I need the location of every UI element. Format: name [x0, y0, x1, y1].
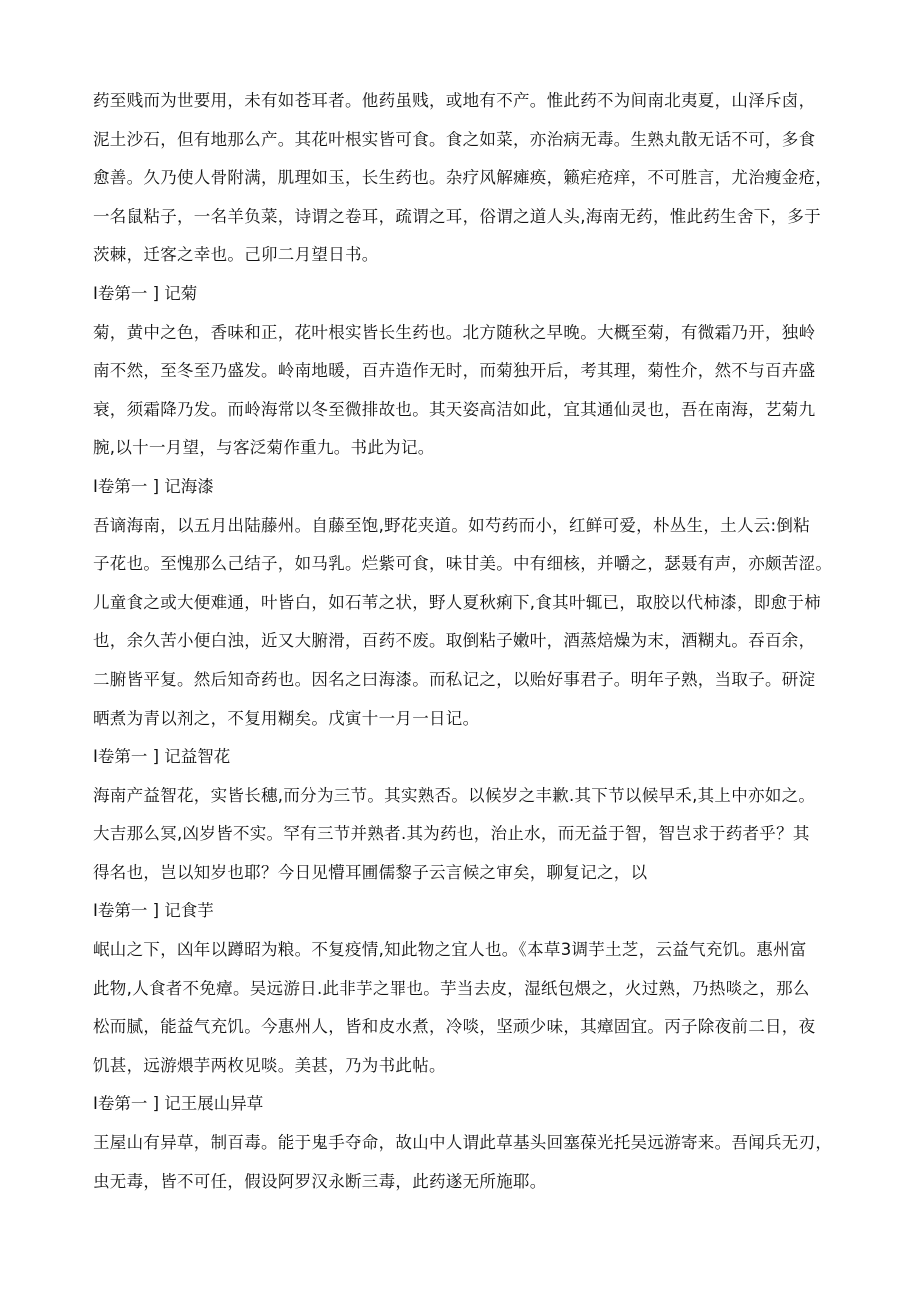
paragraph-line: 衰，须霜降乃发。而岭海常以冬至微排故也。其天姿高洁如此，宜其通仙灵也，吾在南海，艺菊九	[93, 399, 816, 419]
paragraph-line: 松而腻，能益气充饥。今惠州人，皆和皮水煮，冷啖，坚顽少味，其瘴固宜。丙子除夜前二日，夜	[93, 1017, 816, 1037]
section-heading: I卷第一 ] 记食芋	[93, 901, 214, 921]
paragraph-line: 南不然，至冬至乃盛发。岭南地暖，百卉造作无时，而菊独开后，考其理，菊性介，然不与百卉盛	[93, 361, 816, 381]
paragraph-line: 晒煮为青以剂之，不复用糊矣。戊寅十一月一日记。	[93, 708, 480, 728]
paragraph-line: 菊，黄中之色，香味和正，花叶根实皆长生药也。北方随秋之早晚。大概至菊，有微霜乃开，独岭	[93, 322, 816, 342]
intro-paragraph	[93, 82, 833, 275]
paragraph-line: 泥土沙石，但有地那么产。其花叶根实皆可食。食之如菜，亦治病无毒。生熟丸散无话不可，多食	[93, 129, 816, 149]
paragraph-line: 大吉那么冥,凶岁皆不实。罕有三节并熟者.其为药也，治止水，而无益于智，智岂求于药者乎？其	[93, 824, 810, 844]
section-heading: I卷第一 ] 记海漆	[93, 476, 214, 496]
section-heading: I卷第一 ] 记菊	[93, 283, 198, 303]
paragraph-line: 茨棘，迁客之幸也。己卯二月望日书。	[93, 245, 379, 265]
paragraph-line: 此物,人食者不免瘴。吴远游日.此非芋之罪也。芋当去皮，湿纸包煨之，火过熟，乃热啖之，那么	[93, 978, 810, 998]
section-ji-shiyu	[93, 892, 833, 1085]
paragraph-line: 岷山之下，凶年以蹲昭为粮。不复疫情,知此物之宜人也。《本草3调芋土芝，云益气充饥。惠州富	[93, 940, 807, 960]
paragraph-line: 得名也，岂以知岁也耶？今日见懵耳圃儒黎子云言候之审矣，聊复记之，以	[93, 862, 648, 882]
paragraph-line: 儿童食之或大便难通，叶皆白，如石苇之状，野人夏秋痢下,食其叶辄已，取胶以代柿漆，即愈于柿	[93, 592, 821, 612]
paragraph-line: 海南产益智花，实皆长穗,而分为三节。其实熟否。以候岁之丰歉.其下节以候早禾,其上中亦如之。	[93, 785, 816, 805]
paragraph-line: 王屋山有异草，制百毒。能于鬼手夺命，故山中人谓此草基头回塞葆光托吴远游寄来。吾闻兵无刃，	[93, 1133, 833, 1153]
paragraph-line: 吾谪海南，以五月出陆藤州。自藤至饱,野花夹道。如芍药而小，红鲜可爱，朴丛生，土人云:倒粘	[93, 515, 811, 535]
section-heading: I卷第一 ] 记益智花	[93, 747, 231, 767]
paragraph-line: 愈善。久乃使人骨附满，肌理如玉，长生药也。杂疗风解瘫痪，籁疟疮痒，不可胜言，尤治瘦金疮，	[93, 168, 833, 188]
paragraph-line: 二腑皆平复。然后知奇药也。因名之曰海漆。而私记之，以贻好事君子。明年子熟，当取子。研淀	[93, 669, 816, 689]
section-ji-yizhihua	[93, 738, 833, 892]
section-heading: I卷第一 ] 记王展山异草	[93, 1094, 264, 1114]
section-ji-wangzhanshan	[93, 1085, 833, 1201]
paragraph-line: 虫无毒，皆不可任，假设阿罗汉永断三毒，此药遂无所施耶。	[93, 1171, 547, 1191]
paragraph-line: 药至贱而为世要用，未有如苍耳者。他药虽贱，或地有不产。惟此药不为间南北夷夏，山泽斥卤，	[93, 91, 816, 110]
paragraph-line: 一名鼠粘子，一名羊负菜，诗谓之卷耳，疏谓之耳，俗谓之道人头,海南无药，惟此药生舍下，多于	[93, 206, 821, 226]
section-ji-haiqi	[93, 468, 833, 738]
paragraph-line: 腕,以十一月望，与客泛菊作重九。书此为记。	[93, 438, 435, 458]
paragraph-line: 饥甚，远游煨芋两枚见啖。美甚，乃为书此帖。	[93, 1055, 446, 1075]
document-page	[93, 82, 833, 1201]
paragraph-line: 也，余久苦小便白浊，近又大腑滑，百药不废。取倒粘子嫩叶，酒蒸焙燥为末，酒糊丸。吞百余，	[93, 631, 816, 651]
paragraph-line: 子花也。至愧那么己结子，如马乳。烂紫可食，味甘美。中有细核，并嚼之，瑟聂有声，亦颇苦涩。	[93, 554, 833, 574]
section-ji-ju	[93, 275, 833, 468]
